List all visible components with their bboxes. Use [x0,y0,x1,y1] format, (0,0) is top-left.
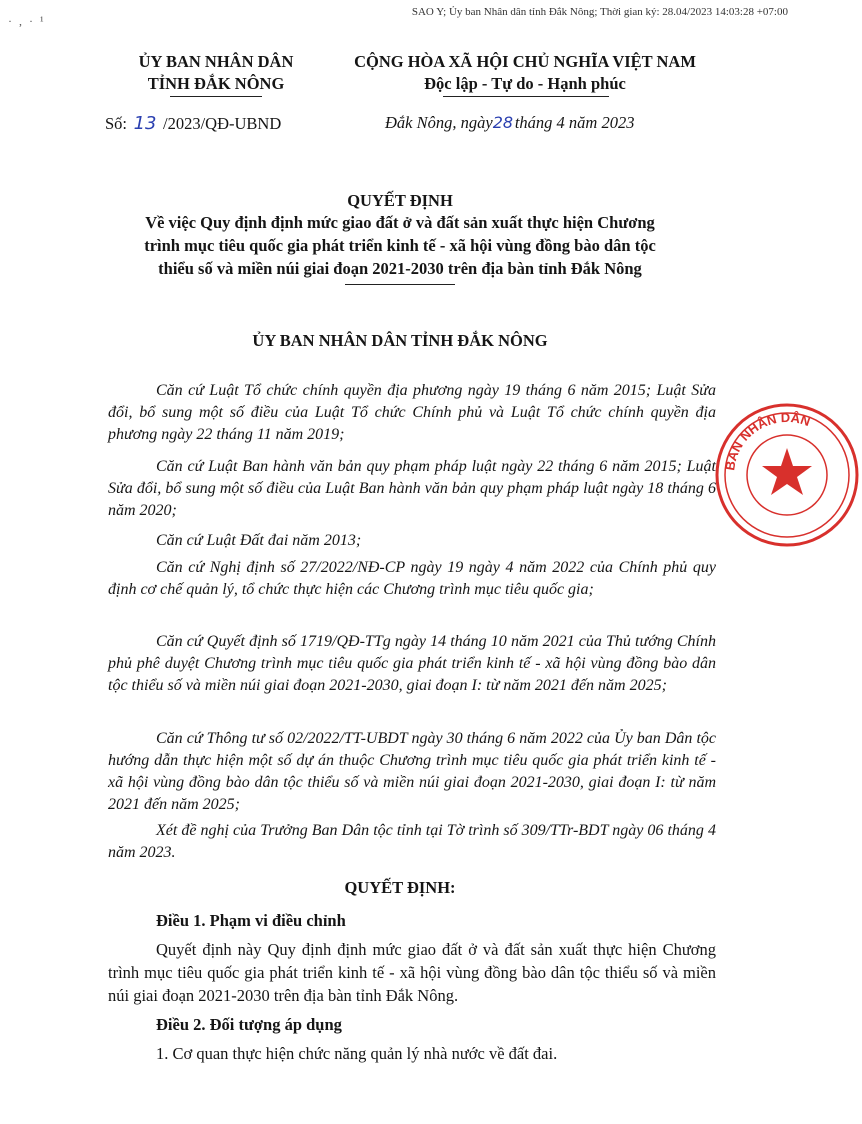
date-before: Đắk Nông, ngày [385,113,493,132]
doc-number-prefix: Số: [105,114,128,133]
article-2-item-1: 1. Cơ quan thực hiện chức năng quản lý nhà nước về đất đai. [156,1044,558,1063]
subject-line-1: Về việc Quy định định mức giao đất ở và đất sản xuất thực hiện Chương [145,213,655,232]
agency-underline [170,96,262,97]
agency-name-line1: ỦY BAN NHÂN DÂN [138,52,294,71]
document-number [105,113,281,134]
preamble-paragraph: Căn cứ Luật Đất đai năm 2013; [156,532,362,549]
preamble-paragraph: Căn cứ Thông tư số 02/2022/TT-UBDT ngày 30 tháng 6 năm 2022 của Ủy ban Dân tộc hướng dẫn thực hiện một số dự án thuộc Chương trình mục tiêu quốc gia phát triển kinh tế - xã hội vùng đồng bào dân tộc thiểu số và miền núi giai đoạn 2021-2030, giai đoạn I: từ năm 2021 đến năm 2025; [108,730,716,813]
scan-marks: · , · ¹ [8,14,46,28]
preamble-paragraph: Căn cứ Nghị định số 27/2022/NĐ-CP ngày 19 ngày 4 năm 2022 của Chính phủ quy định cơ chế quản lý, tổ chức thực hiện các Chương trình mục tiêu quốc gia; [108,559,716,598]
nation-motto: Độc lập - Tự do - Hạnh phúc [424,74,626,93]
date-after: tháng 4 năm 2023 [514,113,635,132]
nation-name: CỘNG HÒA XÃ HỘI CHỦ NGHĨA VIỆT NAM [354,52,696,71]
preamble-paragraph: Căn cứ Quyết định số 1719/QĐ-TTg ngày 14 tháng 10 năm 2021 của Thủ tướng Chính phủ phê duyệt Chương trình mục tiêu quốc gia phát triển kinh tế - xã hội vùng đồng bào dân tộc thiểu số và miền núi giai đoạn 2021-2030, giai đoạn I: từ năm 2021 đến năm 2025; [108,633,716,694]
motto-underline [443,96,609,97]
preamble-paragraph: Căn cứ Luật Ban hành văn bản quy phạm pháp luật ngày 22 tháng 6 năm 2015; Luật Sửa đổi, bổ sung một số điều của Luật Ban hành văn bản quy phạm pháp luật ngày 18 tháng 6 năm 2020; [108,458,716,519]
article-1-heading: Điều 1. Phạm vi điều chỉnh [156,911,346,930]
handwritten-number: 13 [133,113,157,134]
title-underline [345,284,455,285]
article-1-text: Quyết định này Quy định định mức giao đất ở và đất sản xuất thực hiện Chương trình mục tiêu quốc gia phát triển kinh tế - xã hội vùng đồng bào dân tộc thiểu số và miền núi giai đoạn 2021-2030 trên địa bàn tỉnh Đắk Nông. [108,940,716,1005]
subject-line-2: trình mục tiêu quốc gia phát triển kinh tế - xã hội vùng đồng bào dân tộc [144,236,656,255]
agency-name-line2: TỈNH ĐẮK NÔNG [147,74,285,93]
decision-heading: QUYẾT ĐỊNH: [344,878,456,897]
article-2-heading: Điều 2. Đối tượng áp dụng [156,1015,342,1034]
issue-date [385,113,634,133]
doc-number-suffix: /2023/QĐ-UBND [163,114,282,133]
preamble-paragraph: Căn cứ Luật Tổ chức chính quyền địa phương ngày 19 tháng 6 năm 2015; Luật Sửa đổi, bổ sung một số điều của Luật Tổ chức Chính phủ và Luật Tổ chức chính quyền địa phương ngày 22 tháng 11 năm 2019; [108,382,716,443]
issuing-authority: ỦY BAN NHÂN DÂN TỈNH ĐẮK NÔNG [252,331,548,350]
subject-line-3: thiểu số và miền núi giai đoạn 2021-2030 trên địa bàn tỉnh Đắk Nông [158,259,642,278]
official-seal-icon [712,400,862,550]
handwritten-day: 28 [492,113,514,132]
document-type-title: QUYẾT ĐỊNH [347,191,453,210]
digital-signature-line: SAO Y; Ủy ban Nhân dân tỉnh Đắk Nông; Thời gian ký: 28.04/2023 14:03:28 +07:00 [411,6,788,18]
seal-text: BAN NHÂN DÂN [722,409,813,472]
preamble-paragraph: Xét đề nghị của Trưởng Ban Dân tộc tỉnh tại Tờ trình số 309/TTr-BDT ngày 06 tháng 4 năm 2023. [108,822,716,861]
seal-star-icon [762,448,812,495]
